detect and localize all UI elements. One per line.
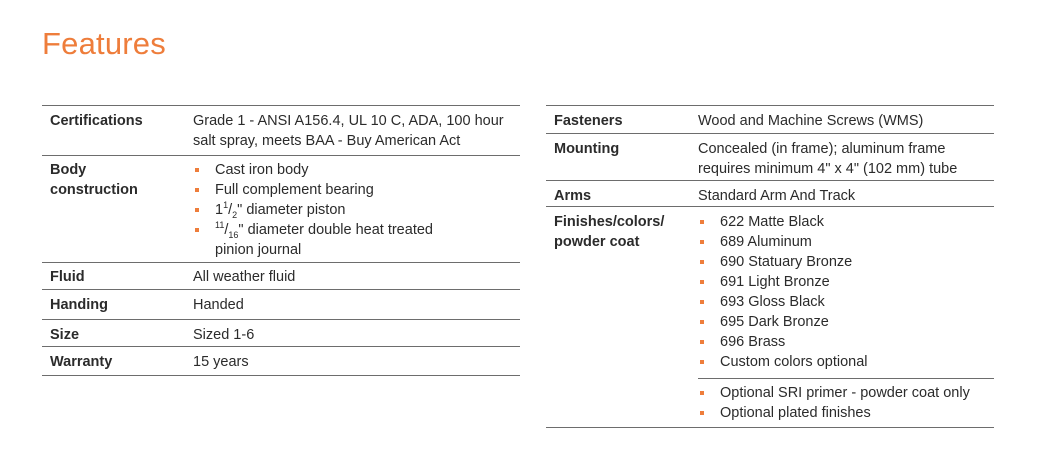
- list-item: 695 Dark Bronze: [698, 312, 994, 332]
- size-label: Size: [50, 327, 80, 343]
- body-construction-label-line-1: Body: [50, 162, 87, 178]
- features-table-left: [42, 105, 520, 376]
- row-finishes: [546, 207, 994, 379]
- finishes-label-line-2: powder coat: [554, 234, 640, 250]
- finishes-list: [698, 212, 994, 372]
- list-item: 693 Gloss Black: [698, 292, 994, 312]
- row-fasteners: [546, 106, 994, 134]
- row-mounting: [546, 134, 994, 181]
- fluid-value: All weather fluid: [193, 269, 296, 285]
- row-size: [42, 320, 520, 347]
- warranty-label: Warranty: [50, 354, 113, 370]
- mounting-line-2: requires minimum 4" x 4" (102 mm) tube: [698, 161, 958, 177]
- list-item: Full complement bearing: [193, 180, 520, 200]
- body-construction-value: [193, 156, 520, 263]
- certifications-line-2: salt spray, meets BAA - Buy American Act: [193, 133, 461, 149]
- row-handing: [42, 290, 520, 320]
- item-continuation: pinion journal: [215, 242, 302, 258]
- fraction-slash: /: [228, 202, 233, 218]
- size-value: Sized 1-6: [193, 327, 255, 343]
- item-text: " diameter double heat treated: [238, 222, 433, 238]
- item-text: " diameter piston: [237, 202, 346, 218]
- fraction-denominator: 16: [228, 229, 239, 240]
- mounting-line-1: Concealed (in frame); aluminum frame: [698, 141, 946, 157]
- mounting-label: Mounting: [554, 141, 620, 157]
- fraction-numerator: 11: [215, 220, 225, 231]
- list-item: 690 Statuary Bronze: [698, 252, 994, 272]
- list-item: Custom colors optional: [698, 352, 994, 372]
- finishes-value: [698, 207, 994, 379]
- list-item: 691 Light Bronze: [698, 272, 994, 292]
- finishes-label-line-1: Finishes/colors/: [554, 214, 665, 230]
- fraction-slash: /: [224, 222, 229, 238]
- handing-value: Handed: [193, 297, 244, 313]
- arms-label: Arms: [554, 188, 592, 204]
- arms-value: Standard Arm And Track: [698, 188, 856, 204]
- fraction-denominator: 2: [232, 209, 238, 220]
- options-list: [698, 383, 994, 423]
- row-arms: [546, 181, 994, 207]
- list-item: Cast iron body: [193, 160, 520, 180]
- list-item: [193, 220, 520, 260]
- row-fluid: [42, 263, 520, 290]
- body-construction-label: [42, 156, 193, 263]
- fraction-numerator: 1: [223, 200, 229, 211]
- row-warranty: [42, 347, 520, 376]
- body-construction-label-line-2: construction: [50, 182, 138, 198]
- handing-label: Handing: [50, 297, 108, 313]
- mounting-value: [698, 134, 994, 181]
- list-item: Optional plated finishes: [698, 403, 994, 423]
- certifications-value: [193, 106, 520, 156]
- body-construction-list: [193, 160, 520, 260]
- finishes-label: [546, 207, 698, 428]
- options-value: [698, 379, 994, 428]
- list-item: 689 Aluminum: [698, 232, 994, 252]
- page-title: Features: [42, 26, 166, 61]
- certifications-line-1: Grade 1 - ANSI A156.4, UL 10 C, ADA, 100 hour: [193, 113, 504, 129]
- list-item: Optional SRI primer - powder coat only: [698, 383, 994, 403]
- list-item: [193, 200, 520, 220]
- fraction-whole: 1: [215, 202, 224, 218]
- fasteners-value: Wood and Machine Screws (WMS): [698, 113, 924, 129]
- list-item: 622 Matte Black: [698, 212, 994, 232]
- fasteners-label: Fasteners: [554, 113, 623, 129]
- features-table-right: [546, 105, 994, 428]
- warranty-value: 15 years: [193, 354, 249, 370]
- list-item: 696 Brass: [698, 332, 994, 352]
- fluid-label: Fluid: [50, 269, 85, 285]
- row-certifications: [42, 106, 520, 156]
- certifications-label: Certifications: [50, 113, 143, 129]
- row-body-construction: [42, 156, 520, 263]
